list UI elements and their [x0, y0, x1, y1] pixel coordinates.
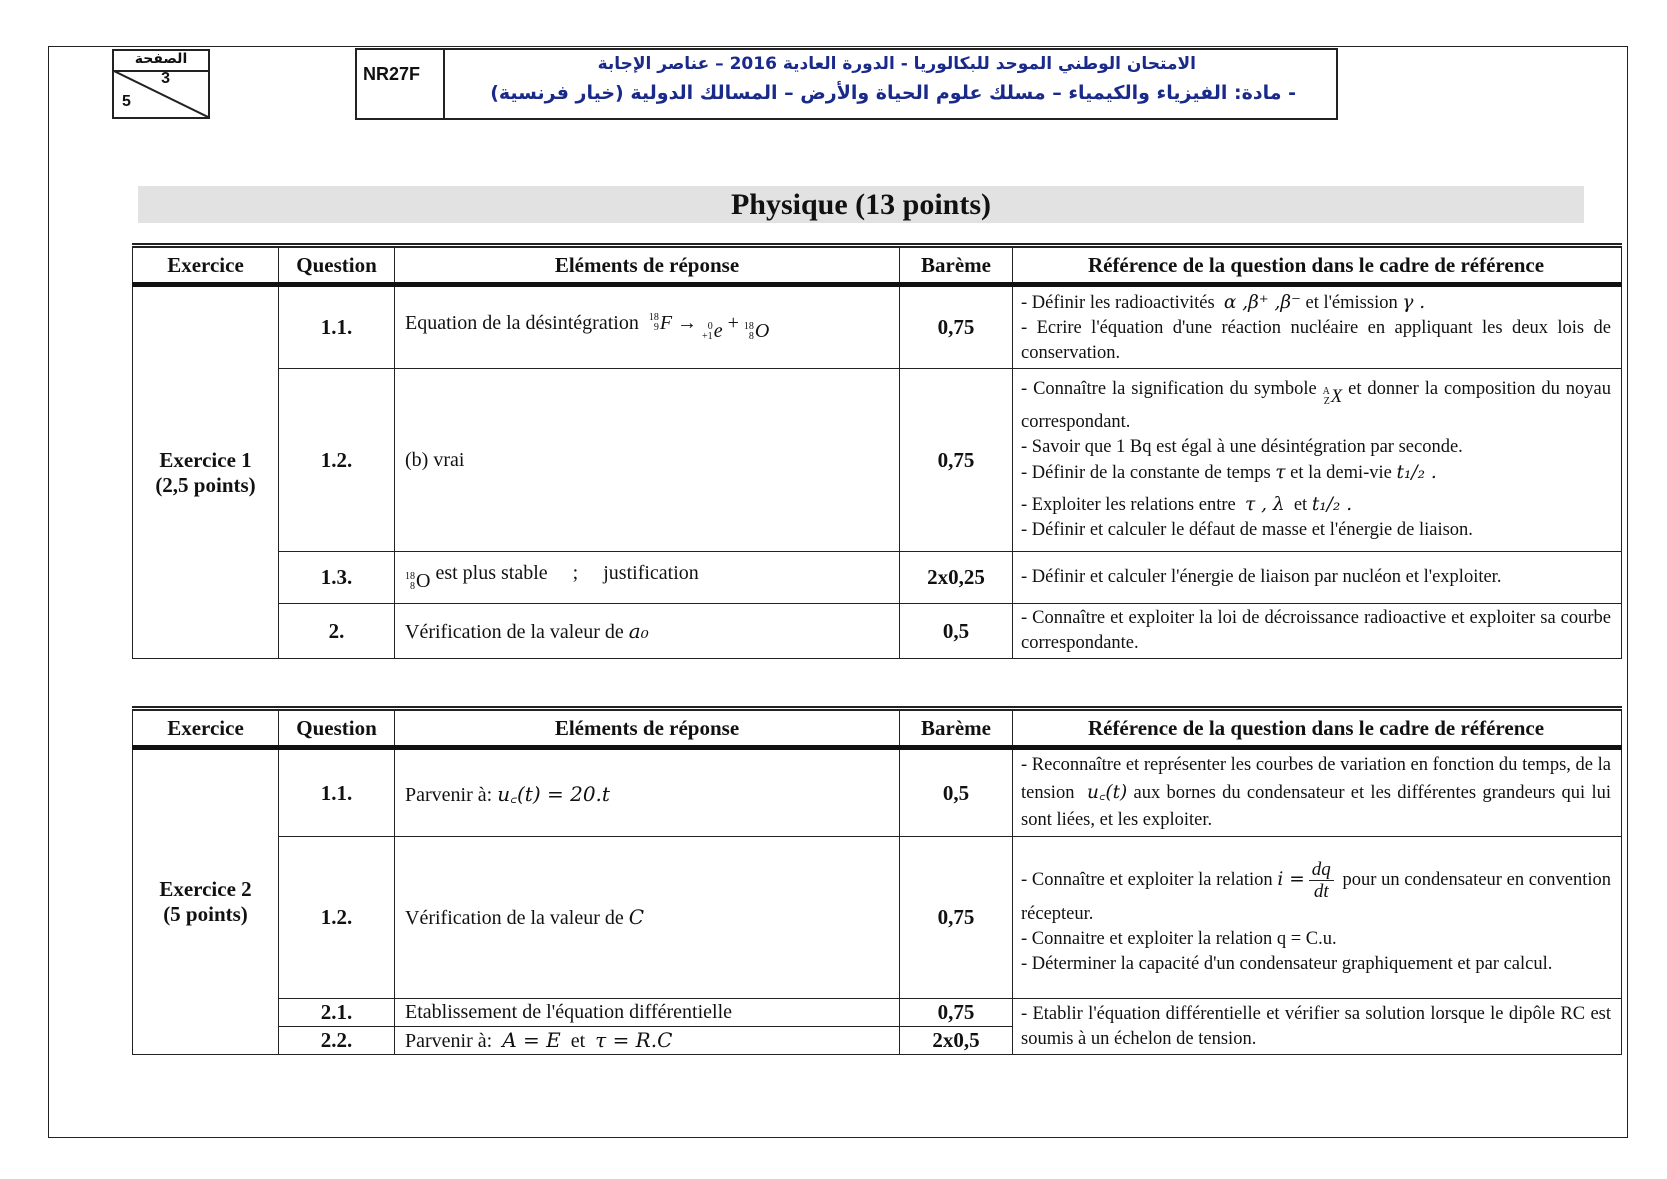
nuc-sym: F	[659, 311, 673, 334]
bareme-value: 0,75	[900, 999, 1013, 1027]
answer-text: Vérification de la valeur de	[405, 620, 624, 643]
reference-text	[1013, 837, 1622, 999]
reference-text: - Définir et calculer l'énergie de liaison par nucléon et l'exploiter.	[1013, 552, 1622, 604]
col-reference: Référence de la question dans le cadre de référence	[1013, 246, 1622, 285]
page-current: 3	[161, 70, 170, 87]
ref-text: et l'émission	[1305, 292, 1398, 313]
section-banner: Physique (13 points)	[138, 186, 1584, 223]
ref-text: - Définir de la constante de temps	[1021, 462, 1271, 483]
answer-element	[395, 837, 900, 999]
answer-text: Equation de la désintégration	[405, 311, 639, 334]
table-header-row	[133, 709, 1622, 748]
ref-text: - Exploiter les relations entre	[1021, 494, 1236, 515]
col-exercice: Exercice	[133, 246, 279, 285]
col-question: Question	[279, 246, 395, 285]
fraction-numerator: dq	[1309, 859, 1334, 881]
reference-line: - Déterminer la capacité d'un condensateur graphiquement et par calcul.	[1021, 953, 1553, 974]
answer-element	[395, 552, 900, 604]
table-row	[133, 285, 1622, 369]
question-number: 1.2.	[279, 369, 395, 552]
nuc-a: 18	[405, 570, 415, 582]
reference-line: - Définir et calculer le défaut de masse et l'énergie de liaison.	[1021, 519, 1473, 540]
exercise2-table	[132, 706, 1622, 1055]
col-bareme: Barème	[900, 709, 1013, 748]
nuc-a: 18	[743, 320, 754, 332]
ref-text: pour un condensateur en convention récepteur.	[1021, 869, 1611, 924]
arrow-symbol: →	[677, 311, 703, 334]
nuc-z: +1	[702, 330, 713, 342]
ref-symbol: γ .	[1402, 291, 1426, 313]
exam-title	[445, 50, 1336, 118]
answer-element	[395, 748, 900, 837]
bareme-value: 0,75	[900, 369, 1013, 552]
reference-line	[1021, 377, 1611, 435]
question-number: 2.1.	[279, 999, 395, 1027]
question-number: 1.3.	[279, 552, 395, 604]
answer-element	[395, 285, 900, 369]
table-row	[133, 369, 1622, 552]
nuc-sym: O	[416, 570, 431, 593]
reference-text	[1013, 369, 1622, 552]
reference-line: - Ecrire l'équation d'une réaction nucléaire en appliquant les deux lois de conservation.	[1021, 317, 1611, 363]
table-row	[133, 999, 1622, 1027]
bareme-value: 0,75	[900, 837, 1013, 999]
nuclide-oxygen	[744, 320, 769, 343]
ref-symbol: τ , λ	[1244, 493, 1285, 515]
exercise1-label	[133, 285, 279, 659]
reference-line	[1021, 492, 1611, 518]
ref-symbol: α ,β⁺ ,β⁻	[1223, 291, 1301, 313]
answer-separator: ;	[572, 561, 579, 584]
fraction-dq-dt	[1309, 859, 1334, 902]
nuc-z: 8	[748, 330, 754, 342]
exam-code: NR27F	[357, 50, 445, 118]
answer-element: (b) vrai	[395, 369, 900, 552]
ref-text: et la demi-vie	[1290, 462, 1392, 483]
exam-header	[355, 48, 1338, 120]
page-total: 5	[122, 93, 131, 110]
answer-equation: A = E	[502, 1028, 561, 1052]
answer-text: et	[570, 1030, 586, 1052]
page-number-box	[112, 49, 210, 119]
bareme-value: 0,75	[900, 285, 1013, 369]
exam-title-line1: الامتحان الوطني الموحد للبكالوريا - الدورة العادية 2016 – عناصر الإجابة	[597, 54, 1196, 74]
nuc-z: 9	[653, 322, 659, 334]
page-label: الصفحة	[114, 50, 208, 72]
col-elements: Eléments de réponse	[395, 709, 900, 748]
ref-text: - Reconnaître et représenter les courbes de variation en fonction du temps, de la tension	[1021, 755, 1611, 803]
nuc-sym: e	[713, 320, 723, 343]
answer-element	[395, 604, 900, 659]
question-number: 1.1.	[279, 748, 395, 837]
nuc-sym: X	[1330, 386, 1343, 407]
answer-text: Vérification de la valeur de	[405, 907, 624, 929]
table-row	[133, 748, 1622, 837]
ref-text: - Connaître la signification du symbole	[1021, 379, 1317, 400]
table-header-row	[133, 246, 1622, 285]
col-bareme: Barème	[900, 246, 1013, 285]
reference-text	[1013, 748, 1622, 837]
ref-text: aux bornes du condensateur et les différentes grandeurs qui lui sont liées, et les exploiter.	[1021, 783, 1612, 830]
reference-line: - Connaitre et exploiter la relation q = C.u.	[1021, 928, 1337, 949]
exercise2-title: Exercice 2	[159, 877, 252, 901]
reference-text: - Connaître et exploiter la loi de décroissance radioactive et exploiter sa courbe correspondante.	[1013, 604, 1622, 659]
answer-element	[395, 1027, 900, 1055]
bareme-value: 0,5	[900, 748, 1013, 837]
ref-symbol: t₁/₂ .	[1396, 461, 1437, 483]
ref-symbol: τ	[1275, 461, 1286, 483]
bareme-value: 2x0,5	[900, 1027, 1013, 1055]
col-reference: Référence de la question dans le cadre de référence	[1013, 709, 1622, 748]
ref-text: et	[1293, 494, 1308, 515]
nuc-z: Z	[1323, 396, 1330, 408]
fraction-denominator: dt	[1313, 880, 1329, 902]
col-elements: Eléments de réponse	[395, 246, 900, 285]
table-row	[133, 837, 1622, 999]
nuc-a: 18	[648, 312, 659, 324]
ref-symbol: t₁/₂ .	[1311, 493, 1353, 515]
plus-symbol: +	[727, 311, 744, 334]
answer-text: Parvenir à:	[405, 783, 493, 806]
answer-equation: τ = R.C	[595, 1028, 673, 1052]
nuclide-generic	[1323, 385, 1343, 410]
col-exercice: Exercice	[133, 709, 279, 748]
answer-symbol: a₀	[628, 618, 649, 643]
answer-equation: u꜀(t) = 20.t	[497, 781, 610, 806]
nuc-z: 8	[410, 580, 415, 592]
exercise2-label	[133, 748, 279, 1055]
ref-symbol: i =	[1277, 868, 1305, 890]
reference-text	[1013, 285, 1622, 369]
exercise1-table	[132, 243, 1622, 659]
question-number: 2.2.	[279, 1027, 395, 1055]
col-question: Question	[279, 709, 395, 748]
exercise1-title: Exercice 1	[159, 447, 252, 472]
exam-title-line2: - مادة: الفيزياء والكيمياء – مسلك علوم الحياة والأرض – المسالك الدولية (خيار فرنسية)	[490, 82, 1296, 104]
reference-line	[1021, 859, 1611, 927]
question-number: 1.2.	[279, 837, 395, 999]
exercise1-points: (2,5 points)	[155, 472, 256, 497]
ref-text: et donner la composition du noyau correspondant.	[1021, 379, 1611, 432]
nuclide-positron	[702, 320, 723, 343]
question-number: 1.1.	[279, 285, 395, 369]
answer-text: Parvenir à:	[405, 1030, 493, 1052]
table-row	[133, 552, 1622, 604]
ref-text: - Connaître et exploiter la relation	[1021, 869, 1273, 890]
ref-symbol: u꜀(t)	[1087, 782, 1128, 803]
exercise2-points: (5 points)	[163, 902, 248, 926]
table-row	[133, 604, 1622, 659]
answer-symbol: C	[628, 905, 645, 929]
answer-element: Etablissement de l'équation différentielle	[395, 999, 900, 1027]
answer-text: est plus stable	[435, 561, 548, 584]
reference-line	[1021, 290, 1611, 316]
nuc-a: A	[1322, 386, 1330, 398]
reference-line: - Savoir que 1 Bq est égal à une désintégration par seconde.	[1021, 436, 1463, 457]
reference-text: - Etablir l'équation différentielle et vérifier sa solution lorsque le dipôle RC est soumis à un échelon de tension.	[1013, 999, 1622, 1055]
nuc-a: 0	[707, 320, 713, 332]
reference-line	[1021, 460, 1611, 486]
question-number: 2.	[279, 604, 395, 659]
ref-text: - Définir les radioactivités	[1021, 292, 1215, 313]
nuclide-fluorine	[644, 312, 672, 335]
answer-text: justification	[603, 561, 699, 584]
bareme-value: 0,5	[900, 604, 1013, 659]
nuclide-oxygen	[405, 570, 430, 593]
bareme-value: 2x0,25	[900, 552, 1013, 604]
nuc-sym: O	[754, 320, 770, 343]
